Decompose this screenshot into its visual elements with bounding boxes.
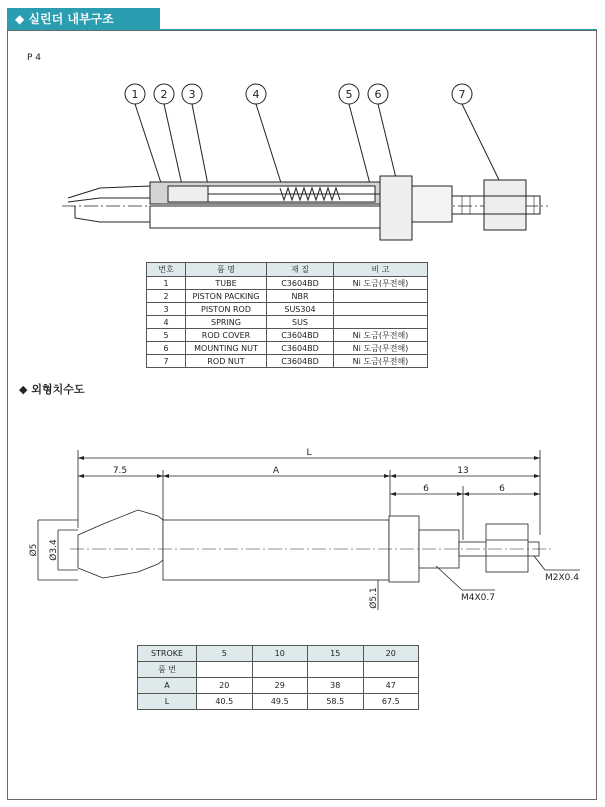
balloon-label-5: 5 bbox=[345, 88, 353, 101]
header-bullet: ◆ bbox=[15, 12, 25, 26]
table-row: 6 MOUNTING NUT C3604BD Ni 도금(무전해) bbox=[147, 342, 428, 355]
balloon-label-2: 2 bbox=[160, 88, 168, 101]
dim-m2: M2X0.4 bbox=[545, 573, 579, 583]
table-row: 1 TUBE C3604BD Ni 도금(무전해) bbox=[147, 277, 428, 290]
dim-phi34: Ø3.4 bbox=[49, 539, 59, 561]
table-row: 4 SPRING SUS bbox=[147, 316, 428, 329]
cross-section-drawing bbox=[0, 0, 605, 260]
dim-6b: 6 bbox=[499, 484, 505, 494]
table-row: 2 PISTON PACKING NBR bbox=[147, 290, 428, 303]
dim-m4: M4X0.7 bbox=[461, 593, 495, 603]
balloon-label-1: 1 bbox=[131, 88, 139, 101]
table-row: L 40.5 49.5 58.5 67.5 bbox=[138, 694, 419, 710]
table-row: 5 ROD COVER C3604BD Ni 도금(무전해) bbox=[147, 329, 428, 342]
balloon-label-4: 4 bbox=[252, 88, 260, 101]
stroke-label: STROKE bbox=[138, 646, 197, 662]
dim-6a: 6 bbox=[423, 484, 429, 494]
table-row: A 20 29 38 47 bbox=[138, 678, 419, 694]
table-row: 3 PISTON ROD SUS304 bbox=[147, 303, 428, 316]
dim-A: A bbox=[272, 466, 280, 476]
dim-7-5: 7.5 bbox=[112, 466, 128, 476]
section-title-dimensions bbox=[19, 381, 84, 397]
table-row: 7 ROD NUT C3604BD Ni 도금(무전해) bbox=[147, 355, 428, 368]
balloon-label-3: 3 bbox=[188, 88, 196, 101]
dim-L: L bbox=[306, 448, 312, 458]
dim-13: 13 bbox=[457, 466, 469, 476]
col-name: 품 명 bbox=[186, 263, 267, 277]
col-note: 비 고 bbox=[334, 263, 428, 277]
header-title: 실린더 내부구조 bbox=[28, 12, 114, 26]
section2-title: 외형치수도 bbox=[31, 383, 85, 396]
page-label: P 4 bbox=[27, 53, 42, 63]
dimension-drawing bbox=[0, 440, 605, 630]
col-material: 재 질 bbox=[267, 263, 334, 277]
col-no: 번호 bbox=[147, 263, 186, 277]
part-label: 품 번 bbox=[138, 662, 197, 678]
dim-phi51: Ø5.1 bbox=[369, 587, 379, 609]
stroke-table: STROKE 5 10 15 20 품 번 A 20 29 38 47 L 40.5 49.5 58.5 67.5 bbox=[137, 645, 419, 710]
dim-phi5: Ø5 bbox=[29, 543, 39, 557]
section2-bullet: ◆ bbox=[19, 383, 28, 396]
balloon-label-7: 7 bbox=[458, 88, 466, 101]
balloon-label-6: 6 bbox=[374, 88, 382, 101]
parts-table bbox=[146, 262, 428, 368]
